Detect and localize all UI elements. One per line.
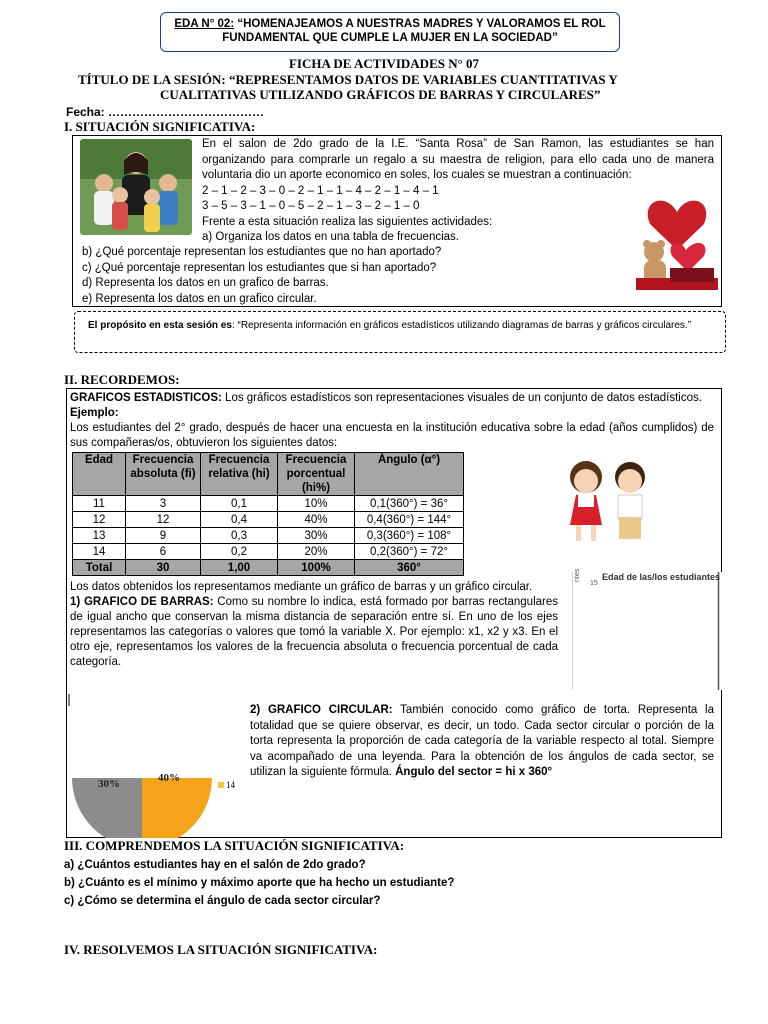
recordemos-text xyxy=(70,391,714,451)
table-cell: 360° xyxy=(355,560,464,576)
frequency-table xyxy=(72,452,464,576)
table-cell: 12 xyxy=(126,512,201,528)
situacion-intro: Frente a esta situación realiza las siguientes actividades: xyxy=(202,215,493,228)
section-2-heading: II. RECORDEMOS: xyxy=(64,372,180,387)
table-cell: 13 xyxy=(73,528,126,544)
section-4-heading: IV. RESOLVEMOS LA SITUACIÓN SIGNIFICATIVA: xyxy=(64,942,378,957)
session-title-line1: TÍTULO DE LA SESIÓN: “REPRESENTAMOS DATOS DE VARIABLES CUANTITATIVAS Y xyxy=(78,72,618,87)
table-cell: 0,3(360°) = 108° xyxy=(355,528,464,544)
circular-text: También conocido como gráfico de torta. Representa la totalidad que se quiere observar, es decir, un todo. Cada sector circular o porción de la torta representa la proporción de cada categoría de la variable respecto al total. Siempre va acompañado de una leyenda. Para la obtención de los ángulos de cada sector, se utilizan la siguiente fórmula. xyxy=(250,704,714,778)
table-row xyxy=(73,544,464,560)
section-3-heading: III. COMPRENDEMOS LA SITUACIÓN SIGNIFICATIVA: xyxy=(64,838,405,853)
activity-c: c) ¿Qué porcentaje representan los estudiantes que si han aportado? xyxy=(82,261,437,274)
section-1-heading: I. SITUACIÓN SIGNIFICATIVA: xyxy=(64,119,256,134)
proposito-box xyxy=(74,311,726,353)
bar-chart-snippet xyxy=(572,568,722,690)
question-b: b) ¿Cuánto es el mínimo y máximo aporte que ha hecho un estudiante? xyxy=(64,877,455,889)
question-a: a) ¿Cuántos estudiantes hay en el salón de 2do grado? xyxy=(64,859,366,871)
graficos-label: GRAFICOS ESTADISTICOS: xyxy=(70,392,222,404)
barras-text-block xyxy=(70,580,558,670)
table-cell: 0,1 xyxy=(201,496,278,512)
activity-d: d) Representa los datos en un grafico de barras. xyxy=(82,277,329,289)
pie-legend-label: 14 xyxy=(226,780,235,790)
table-cell: 100% xyxy=(278,560,355,576)
col-header: Frecuencia relativa (hi) xyxy=(201,453,278,496)
table-cell: Total xyxy=(73,560,126,576)
graficos-text: Los gráficos estadísticos son representaciones visuales de un conjunto de datos estadísticos. xyxy=(221,392,702,404)
cartoon-kids-illustration xyxy=(558,455,658,545)
ejemplo-label: Ejemplo: xyxy=(70,407,119,419)
table-cell: 0,2(360°) = 72° xyxy=(355,544,464,560)
activity-list xyxy=(82,245,441,307)
col-header: Frecuencia absoluta (fi) xyxy=(126,453,201,496)
eda-line1: “HOMENAJEAMOS A NUESTRAS MADRES Y VALORAMOS EL ROL xyxy=(234,18,606,30)
circular-label: 2) GRAFICO CIRCULAR: xyxy=(250,704,393,716)
pie-slice-40 xyxy=(142,778,212,838)
pie-label-30: 30% xyxy=(98,778,120,790)
eda-prefix: EDA N° 02: xyxy=(174,18,235,30)
bar-chart-title: Edad de las/los estudiantes xyxy=(602,572,721,582)
fecha-field: Fecha: ………………………………… xyxy=(66,105,265,119)
teacher-students-photo xyxy=(80,139,192,235)
pie-label-40: 40% xyxy=(158,772,180,784)
barras-text: Como su nombre lo indica, está formado por barras rectangulares de igual ancho que conservan la misma distancia de separación entre sí. En uno de los ejes representamos las categorías o valores que tomó la variable X. Por ejemplo: x1, x2 y x3. En el otro eje, representamos los valores de la frecuencia absoluta o frecuencia porcentual de cada categoría. xyxy=(70,596,558,668)
eda-title-box xyxy=(160,12,620,52)
table-cell: 9 xyxy=(126,528,201,544)
table-cell: 0,4 xyxy=(201,512,278,528)
table-total-row xyxy=(73,560,464,576)
ficha-title: FICHA DE ACTIVIDADES N° 07 xyxy=(288,56,480,71)
table-cell: 1,00 xyxy=(201,560,278,576)
session-title-line2: CUALITATIVAS UTILIZANDO GRÁFICOS DE BARRAS Y CIRCULARES” xyxy=(160,87,601,102)
table-row xyxy=(73,512,464,528)
table-cell: 14 xyxy=(73,544,126,560)
proposito-content: : “Representa información en gráficos estadísticos utilizando diagramas de barras y gráficos circulares.” xyxy=(231,320,692,331)
table-cell: 20% xyxy=(278,544,355,560)
data-line-1: 2 – 1 – 2 – 3 – 0 – 2 – 1 – 1 – 4 – 2 – 1 – 4 – 1 xyxy=(202,184,439,197)
table-cell: 40% xyxy=(278,512,355,528)
formula: Ángulo del sector = hi x 360° xyxy=(395,766,553,778)
table-row xyxy=(73,528,464,544)
activity-e: e) Representa los datos en un grafico circular. xyxy=(82,292,317,305)
table-cell: 0,4(360°) = 144° xyxy=(355,512,464,528)
table-cell: 30% xyxy=(278,528,355,544)
ejemplo-text: Los estudiantes del 2° grado, después de hacer una encuesta en la institución educativa sobre la edad (años cumplidos) de sus compañeras/os, obtuvieron los siguientes datos: xyxy=(70,422,714,449)
bar-chart-axis-label: ntes xyxy=(574,568,581,582)
table-cell: 11 xyxy=(73,496,126,512)
table-cell: 10% xyxy=(278,496,355,512)
question-c: c) ¿Cómo se determina el ángulo de cada sector circular? xyxy=(64,895,381,907)
proposito-text xyxy=(88,320,691,331)
barras-label: 1) GRAFICO DE BARRAS: xyxy=(70,596,214,608)
mothers-day-gift-image xyxy=(636,190,718,292)
comprendemos-questions xyxy=(64,856,454,910)
table-cell: 0,2 xyxy=(201,544,278,560)
col-header: Frecuencia porcentual (hi%) xyxy=(278,453,355,496)
bar-chart-tick: 15 xyxy=(590,580,598,587)
table-row xyxy=(73,496,464,512)
table-cell: 6 xyxy=(126,544,201,560)
table-cell: 3 xyxy=(126,496,201,512)
after-table-text: Los datos obtenidos los representamos mediante un gráfico de barras y un gráfico circular. xyxy=(70,581,533,593)
activity-a: a) Organiza los datos en una tabla de frecuencias. xyxy=(202,231,459,243)
circular-text-block xyxy=(250,703,714,781)
data-line-2: 3 – 5 – 3 – 1 – 0 – 5 – 2 – 1 – 3 – 2 – 1 – 0 xyxy=(202,200,420,212)
table-header-row xyxy=(73,453,464,496)
situacion-paragraph: En el salon de 2do grado de la I.E. “Santa Rosa” de San Ramon, las estudiantes se han organizando para comprarle un regalo a su maestra de religion, para ello cada uno de manera voluntaria dio un aporte economico en soles, los cuales se muestran a continuación: xyxy=(202,138,714,181)
pie-chart-snippet xyxy=(68,694,246,838)
table-cell: 0,3 xyxy=(201,528,278,544)
col-header: Ángulo (α°) xyxy=(355,453,464,496)
col-header: Edad xyxy=(73,453,126,496)
eda-line2: FUNDAMENTAL QUE CUMPLE LA MUJER EN LA SOCIEDAD” xyxy=(222,32,558,44)
proposito-label: El propósito en esta sesión es xyxy=(88,320,232,331)
table-cell: 12 xyxy=(73,512,126,528)
activity-b: b) ¿Qué porcentaje representan los estudiantes que no han aportado? xyxy=(82,246,442,258)
table-cell: 30 xyxy=(126,560,201,576)
table-cell: 0,1(360°) = 36° xyxy=(355,496,464,512)
